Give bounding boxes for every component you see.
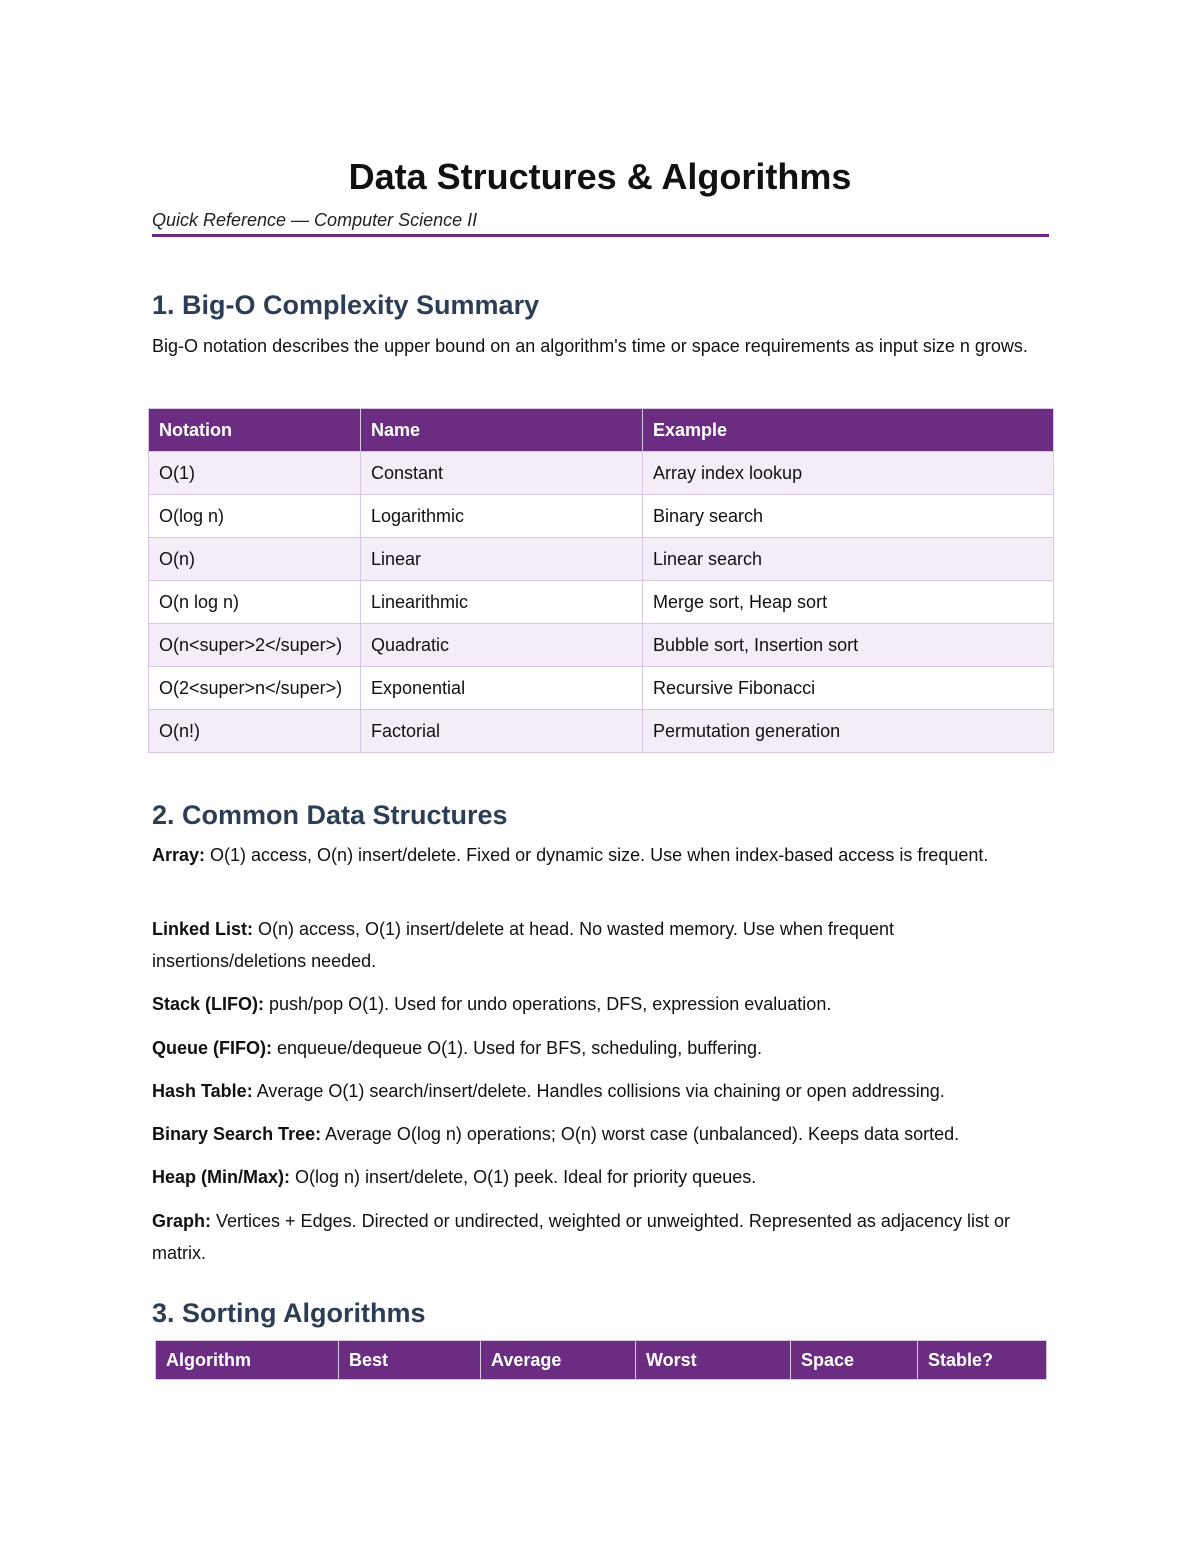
- table-cell: Recursive Fibonacci: [643, 667, 1054, 710]
- section-heading-sorting: 3. Sorting Algorithms: [152, 1298, 426, 1328]
- big-o-table: [148, 408, 1054, 753]
- table-cell: Logarithmic: [361, 495, 643, 538]
- ds-description: O(1) access, O(n) insert/delete. Fixed or dynamic size. Use when index-based access is frequent.: [205, 845, 989, 865]
- column-header: Space: [791, 1341, 918, 1380]
- ds-item-stack: [152, 988, 1052, 1020]
- table-cell: Factorial: [361, 710, 643, 753]
- table-cell: Bubble sort, Insertion sort: [643, 624, 1054, 667]
- table-row: [149, 667, 1054, 710]
- ds-item-heap: [152, 1161, 1052, 1193]
- table-cell: O(2<super>n</super>): [149, 667, 361, 710]
- section-heading-big-o: 1. Big-O Complexity Summary: [152, 290, 540, 320]
- title-divider: [152, 234, 1049, 237]
- table-cell: O(n<super>2</super>): [149, 624, 361, 667]
- table-cell: Binary search: [643, 495, 1054, 538]
- ds-description: O(n) access, O(1) insert/delete at head. No wasted memory. Use when frequent insertions/deletions needed.: [152, 919, 894, 971]
- table-cell: O(n log n): [149, 581, 361, 624]
- ds-item-graph: [152, 1205, 1052, 1269]
- table-row: [149, 581, 1054, 624]
- ds-term: Graph:: [152, 1211, 212, 1231]
- ds-item-linked-list: [152, 913, 1052, 977]
- table-row: [149, 624, 1054, 667]
- table-row: [149, 538, 1054, 581]
- table-row: [149, 495, 1054, 538]
- table-cell: Permutation generation: [643, 710, 1054, 753]
- column-header: Best: [339, 1341, 481, 1380]
- ds-term: Heap (Min/Max):: [152, 1167, 291, 1187]
- ds-description: O(log n) insert/delete, O(1) peek. Ideal for priority queues.: [290, 1167, 757, 1187]
- column-header: Algorithm: [156, 1341, 339, 1380]
- ds-term: Array:: [152, 845, 206, 865]
- ds-description: Average O(log n) operations; O(n) worst case (unbalanced). Keeps data sorted.: [321, 1124, 960, 1144]
- column-header: Example: [643, 409, 1054, 452]
- column-header: Worst: [636, 1341, 791, 1380]
- table-cell: O(1): [149, 452, 361, 495]
- table-header-row: [156, 1341, 1047, 1380]
- section-heading-data-structures: 2. Common Data Structures: [152, 800, 508, 830]
- ds-item-bst: [152, 1118, 1052, 1150]
- ds-description: push/pop O(1). Used for undo operations, DFS, expression evaluation.: [264, 994, 832, 1014]
- document-title: Data Structures & Algorithms: [348, 156, 852, 197]
- table-row: [149, 452, 1054, 495]
- ds-item-queue: [152, 1032, 1052, 1064]
- document-subtitle: Quick Reference — Computer Science II: [152, 210, 478, 230]
- ds-term: Binary Search Tree:: [152, 1124, 322, 1144]
- ds-term: Queue (FIFO):: [152, 1038, 272, 1058]
- ds-term: Stack (LIFO):: [152, 994, 265, 1014]
- table-cell: O(n): [149, 538, 361, 581]
- table-header-row: [149, 409, 1054, 452]
- table-cell: Array index lookup: [643, 452, 1054, 495]
- table-cell: O(n!): [149, 710, 361, 753]
- ds-description: Average O(1) search/insert/delete. Handles collisions via chaining or open addressing.: [252, 1081, 945, 1101]
- column-header: Name: [361, 409, 643, 452]
- ds-description: enqueue/dequeue O(1). Used for BFS, scheduling, buffering.: [272, 1038, 762, 1058]
- ds-item-hash-table: [152, 1075, 1052, 1107]
- ds-item-array: [152, 839, 1052, 871]
- ds-description: Vertices + Edges. Directed or undirected, weighted or unweighted. Represented as adjacency list or matrix.: [152, 1211, 1010, 1263]
- big-o-intro: Big-O notation describes the upper bound on an algorithm's time or space requirements as input size n grows.: [152, 336, 1028, 356]
- ds-term: Hash Table:: [152, 1081, 253, 1101]
- column-header: Average: [481, 1341, 636, 1380]
- sorting-table: [155, 1340, 1047, 1380]
- table-cell: Quadratic: [361, 624, 643, 667]
- table-cell: Merge sort, Heap sort: [643, 581, 1054, 624]
- table-cell: O(log n): [149, 495, 361, 538]
- table-row: [149, 710, 1054, 753]
- ds-term: Linked List:: [152, 919, 254, 939]
- column-header: Notation: [149, 409, 361, 452]
- table-cell: Linear: [361, 538, 643, 581]
- table-cell: Exponential: [361, 667, 643, 710]
- table-cell: Linear search: [643, 538, 1054, 581]
- table-cell: Constant: [361, 452, 643, 495]
- table-cell: Linearithmic: [361, 581, 643, 624]
- column-header: Stable?: [918, 1341, 1047, 1380]
